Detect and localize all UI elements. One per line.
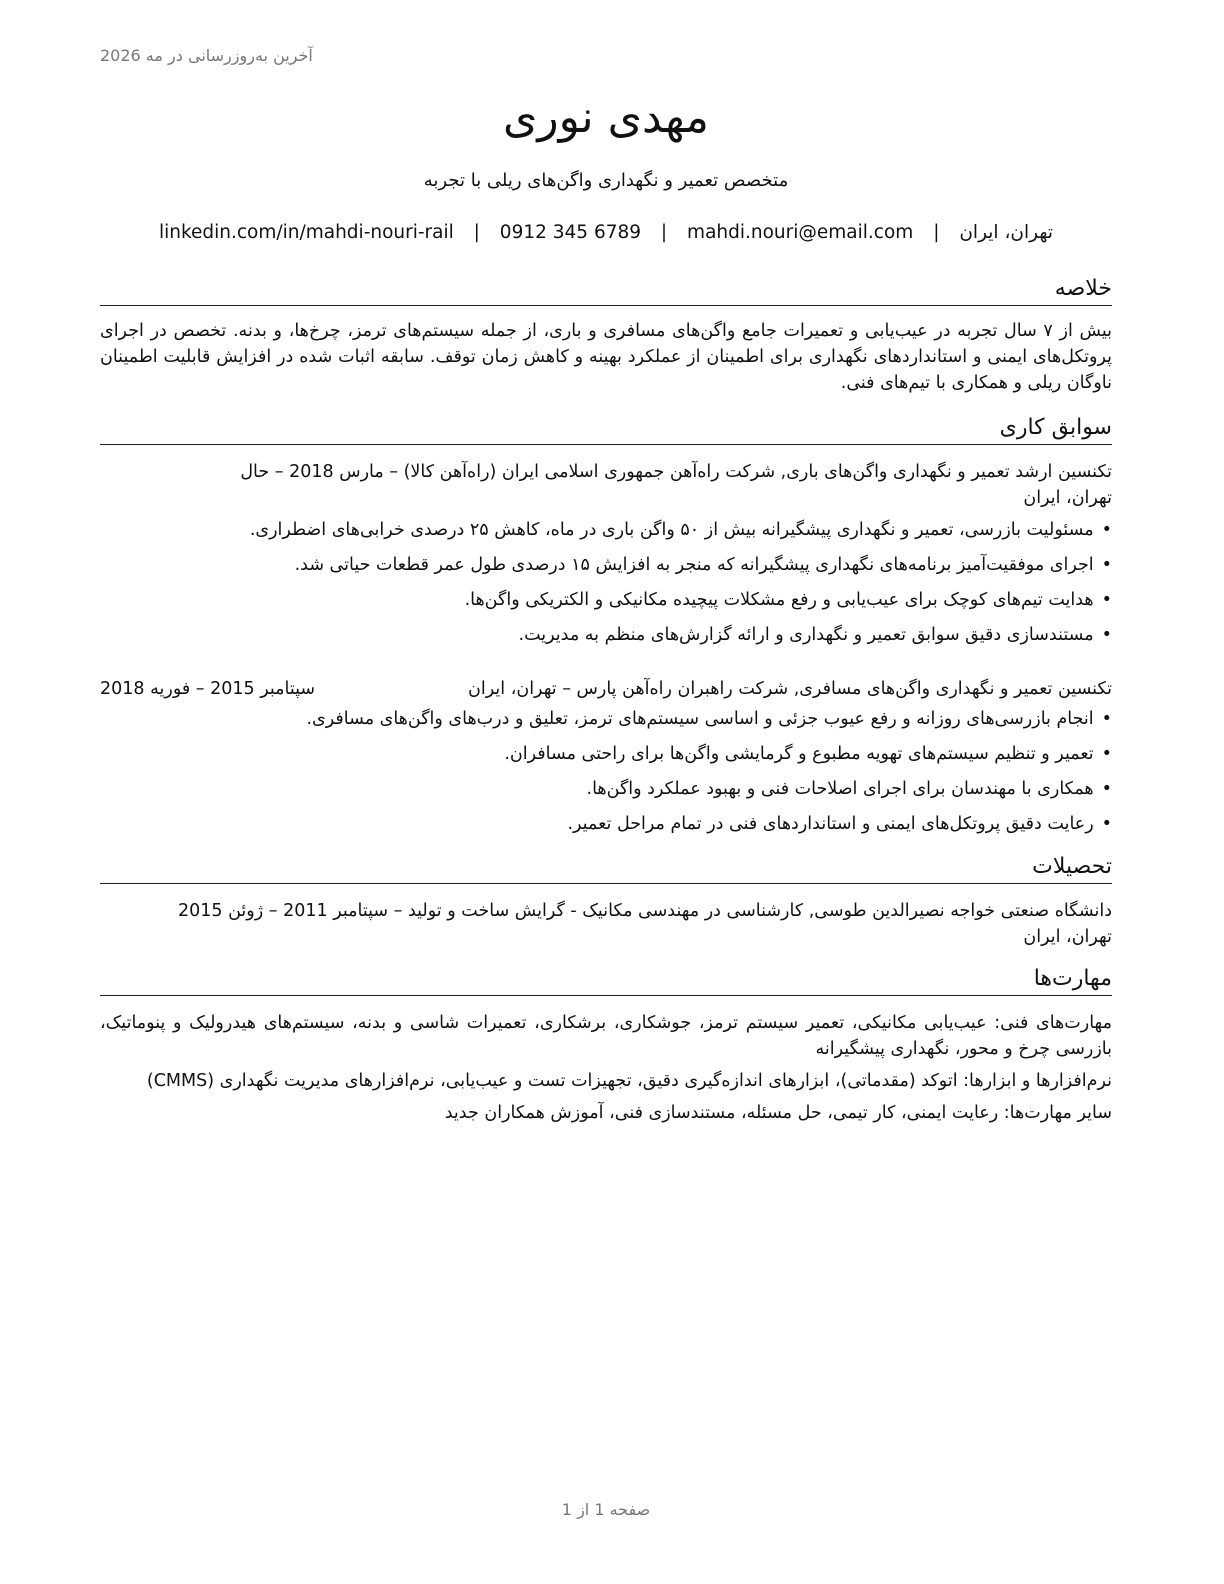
list-item: • انجام بازرسی‌های روزانه و رفع عیوب جزئی و اساسی سیستم‌های ترمز، تعلیق و درب‌های واگن‌های مسافری. xyxy=(100,706,1112,732)
skills-other: سایر مهارت‌ها: رعایت ایمنی، کار تیمی، حل مسئله، مستندسازی فنی، آموزش همکاران جدید xyxy=(444,1103,1112,1123)
summary-heading: خلاصه xyxy=(100,274,1112,306)
job-location: تهران، ایران xyxy=(1023,488,1112,508)
contact-location: تهران، ایران xyxy=(959,222,1054,243)
job-bullets xyxy=(100,517,1112,648)
job-header-row xyxy=(100,676,1112,702)
list-item: • هدایت تیم‌های کوچک برای عیب‌یابی و رفع مشکلات پیچیده مکانیکی و الکتریکی واگن‌ها. xyxy=(100,587,1112,613)
contact-phone[interactable]: 0912 345 6789 xyxy=(499,222,642,243)
list-item: • مستندسازی دقیق سوابق تعمیر و نگهداری و ارائه گزارش‌های منظم به مدیریت. xyxy=(100,622,1112,648)
education-entry: دانشگاه صنعتی خواجه نصیرالدین طوسی, کارشناسی در مهندسی مکانیک - گرایش ساخت و تولید – سپتامبر 2011 – ژوئن 2015 xyxy=(178,901,1112,921)
page-number: صفحه 1 از 1 xyxy=(561,1500,651,1519)
contact-linkedin[interactable]: linkedin.com/in/mahdi-nouri-rail xyxy=(158,222,454,243)
list-item: • مسئولیت بازرسی، تعمیر و نگهداری پیشگیرانه بیش از ۵۰ واگن باری در ماه، کاهش ۲۵ درصدی خرابی‌های اضطراری. xyxy=(100,517,1112,543)
job-dates: سپتامبر 2015 – فوریه 2018 xyxy=(100,679,316,699)
job-entry xyxy=(100,676,1112,837)
list-item: • تعمیر و تنظیم سیستم‌های تهویه مطبوع و گرمایشی واگن‌ها برای راحتی مسافران. xyxy=(100,741,1112,767)
last-updated-note: آخرین به‌روزرسانی در مه 2026 xyxy=(100,46,313,65)
candidate-name: مهدی نوری xyxy=(502,92,710,143)
summary-section xyxy=(100,274,1112,396)
skills-technical: مهارت‌های فنی: عیب‌یابی مکانیکی، تعمیر سیستم ترمز، جوشکاری، برشکاری، تعمیرات شاسی و بدنه، سیستم‌های هیدرولیک و پنوماتیک، بازرسی چرخ و محور، نگهداری پیشگیرانه xyxy=(100,1013,1112,1059)
education-location: تهران، ایران xyxy=(1023,927,1112,947)
candidate-headline: متخصص تعمیر و نگهداری واگن‌های ریلی با تجربه xyxy=(423,170,789,191)
education-heading: تحصیلات xyxy=(100,852,1112,884)
skills-heading: مهارت‌ها xyxy=(100,964,1112,996)
summary-text: بیش از ۷ سال تجربه در عیب‌یابی و تعمیرات جامع واگن‌های مسافری و باری، از جمله سیستم‌های ترمز، چرخ‌ها، و بدنه. تخصص در اجرای پروتکل‌های ایمنی و استانداردهای نگهداری برای اطمینان از عملکرد بهینه و کاهش زمان توقف. سابقه اثبات شده در افزایش قابلیت اطمینان ناوگان ریلی و همکاری با تیم‌های فنی. xyxy=(100,321,1112,393)
contact-separator: | xyxy=(473,222,480,243)
list-item: • اجرای موفقیت‌آمیز برنامه‌های نگهداری پیشگیرانه که منجر به افزایش ۱۵ درصدی طول عمر قطعات حیاتی شد. xyxy=(100,552,1112,578)
job-bullets xyxy=(100,706,1112,837)
list-item: • رعایت دقیق پروتکل‌های ایمنی و استانداردهای فنی در تمام مراحل تعمیر. xyxy=(100,811,1112,837)
resume-page xyxy=(100,0,1112,1584)
contact-line xyxy=(100,222,1112,243)
contact-separator: | xyxy=(933,222,940,243)
education-section xyxy=(100,852,1112,950)
list-item: • همکاری با مهندسان برای اجرای اصلاحات فنی و بهبود عملکرد واگن‌ها. xyxy=(100,776,1112,802)
job-header: تکنسین ارشد تعمیر و نگهداری واگن‌های باری, شرکت راه‌آهن جمهوری اسلامی ایران (راه‌آهن کالا) – مارس 2018 – حال xyxy=(240,462,1112,482)
experience-section xyxy=(100,413,1112,846)
skills-software: نرم‌افزارها و ابزارها: اتوکد (مقدماتی)، ابزارهای اندازه‌گیری دقیق، تجهیزات تست و عیب‌یابی، نرم‌افزارهای مدیریت نگهداری (CMMS) xyxy=(146,1071,1112,1091)
job-entry xyxy=(100,459,1112,648)
skills-section xyxy=(100,964,1112,1132)
job-header: تکنسین تعمیر و نگهداری واگن‌های مسافری, شرکت راهبران راه‌آهن پارس – تهران، ایران xyxy=(468,679,1112,699)
contact-email[interactable]: mahdi.nouri@email.com xyxy=(687,222,914,243)
contact-separator: | xyxy=(660,222,668,243)
experience-heading: سوابق کاری xyxy=(100,413,1112,445)
